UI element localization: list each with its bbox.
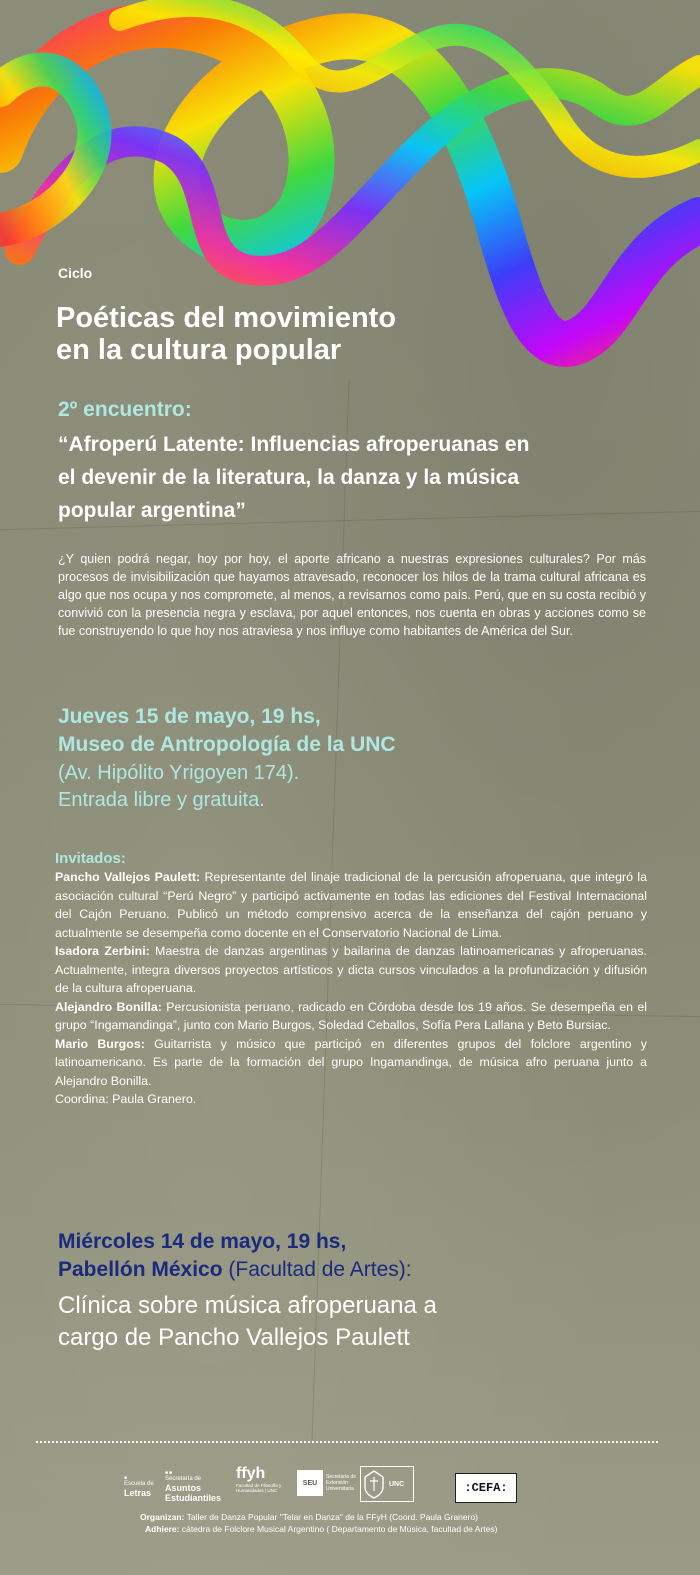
event1-date: Jueves 15 de mayo, 19 hs, bbox=[58, 705, 321, 728]
university-crest-icon bbox=[363, 1469, 385, 1499]
guest-entry bbox=[55, 998, 647, 1035]
meeting-title-line: el devenir de la literatura, la danza y la música bbox=[58, 466, 520, 489]
logo-text: ffyh bbox=[236, 1465, 266, 1482]
logo-asuntos-estudiantiles bbox=[165, 1470, 221, 1503]
guest-bio: Percusionista peruano, radicado en Córdoba desde los 19 años. Se desempeña en el grupo “Ingamandinga”, junto con Mario Burgos, Soledad Ceballos, Sofía Pera Lallana y Beto Bursiac. bbox=[55, 999, 647, 1032]
event2-venue bbox=[58, 1256, 412, 1284]
meeting-title bbox=[58, 428, 638, 527]
dots-icon: ■■ bbox=[165, 1470, 174, 1476]
organizers-line bbox=[140, 1512, 478, 1522]
guest-entry bbox=[55, 1035, 647, 1091]
dotted-divider bbox=[36, 1441, 658, 1443]
guest-entry bbox=[55, 868, 647, 942]
event2-date: Miércoles 14 de mayo, 19 hs, bbox=[58, 1230, 347, 1253]
event2-venue-detail: (Facultad de Artes): bbox=[222, 1258, 412, 1281]
logo-text: UNC bbox=[389, 1480, 405, 1488]
meeting-number: 2º encuentro: bbox=[58, 398, 192, 421]
logo-unc bbox=[360, 1466, 414, 1502]
guest-name: Pancho Vallejos Paulett: bbox=[55, 870, 201, 884]
guest-name: Isadora Zerbini: bbox=[55, 944, 150, 958]
supporters-label: Adhiere: bbox=[145, 1524, 180, 1534]
guest-bio: Maestra de danzas argentinas y bailarina de danzas latinoamericanas y afroperuanas. Actualmente, integra diversos proyectos artísticos y dicta cursos vinculados a la profundización y difusión de la cultura afroperuana. bbox=[55, 944, 647, 995]
poster-title bbox=[56, 302, 576, 366]
coordination: Coordina: Paula Granero. bbox=[55, 1092, 197, 1106]
seu-logo-mark: SEU bbox=[297, 1470, 323, 1496]
logo-text: Escuela de bbox=[124, 1481, 154, 1487]
logo-text: Secretaría de Extensión Universitaria bbox=[326, 1474, 357, 1492]
dots-icon: ■ bbox=[124, 1475, 129, 1481]
event2-venue-name: Pabellón México bbox=[58, 1258, 223, 1281]
supporters-text: cátedra de Folclore Musical Argentino ( Departamento de Música, facultad de Artes) bbox=[179, 1524, 498, 1534]
guest-bio: Guitarrista y músico que participó en diferentes grupos del folclore argentino y latinoamericano. Es parte de la formación del grupo Ingamandinga, de música afro peruana junto a Alejandro Bonilla. bbox=[55, 1036, 647, 1088]
guest-entry bbox=[55, 942, 647, 998]
logo-text: Estudiantiles bbox=[165, 1493, 222, 1503]
logo-text: Secretaría de bbox=[165, 1476, 202, 1482]
cycle-label: Ciclo bbox=[58, 265, 93, 281]
poster-title-line: Poéticas del movimiento bbox=[56, 302, 397, 334]
logo-text: Facultad de Filosofía y Humanidades | UNC bbox=[236, 1483, 282, 1493]
meeting-title-line: “Afroperú Latente: Influencias afroperuanas en bbox=[58, 433, 530, 456]
organizers-text: Taller de Danza Popular "Telar en Danza" de la FFyH (Coord. Paula Granero) bbox=[184, 1512, 479, 1522]
logo-escuela-letras bbox=[124, 1475, 154, 1498]
logo-ffyh bbox=[236, 1465, 292, 1493]
logo-seu bbox=[297, 1470, 366, 1496]
logo-text: Letras bbox=[124, 1488, 152, 1498]
poster-title-line: en la cultura popular bbox=[56, 334, 342, 366]
event2-clinic bbox=[58, 1290, 618, 1354]
event1-venue: Museo de Antropología de la UNC bbox=[58, 733, 396, 756]
guest-name: Mario Burgos: bbox=[55, 1036, 145, 1051]
guest-bio: Representante del linaje tradicional de la percusión afroperuana, que integró la asociación cultural “Perú Negro” y participó activamente en todas las ediciones del Festival Internacional del Cajón Peruano. Publicó un método comprensivo acerca de la enseñanza del cajón peruano y actualmente se desempeña como docente en el Conservatorio Nacional de Lima. bbox=[55, 870, 647, 940]
intro-paragraph: ¿Y quien podrá negar, hoy por hoy, el aporte africano a nuestras expresiones culturales? Por más procesos de invisibilización que hayamos atravesado, reconocer los hilos de la trama cultural africana es algo que nos ocupa y nos compromete, al menos, a revisarnos como país. Perú, que en su costa recibió y convivió con la presencia negra y esclava, por aquel entonces, nos cuenta en obras y acciones como se fue construyendo lo que hoy nos atraviesa y nos influye como habitantes de América del Sur. bbox=[58, 552, 646, 638]
logo-text: :CEFA: bbox=[464, 1481, 508, 1495]
meeting-title-line: popular argentina” bbox=[58, 499, 246, 522]
event1-address: (Av. Hipólito Yrigoyen 174). bbox=[58, 762, 300, 784]
event2-clinic-line: cargo de Pancho Vallejos Paulett bbox=[58, 1324, 410, 1351]
supporters-line bbox=[145, 1524, 497, 1534]
guest-name: Alejandro Bonilla: bbox=[55, 999, 162, 1014]
organizers-label: Organizan: bbox=[140, 1512, 185, 1522]
logo-text: Asuntos bbox=[165, 1483, 201, 1493]
guests-heading: Invitados: bbox=[55, 850, 126, 867]
logo-cefa bbox=[455, 1473, 517, 1503]
event2-clinic-line: Clínica sobre música afroperuana a bbox=[58, 1292, 437, 1319]
event1-entry: Entrada libre y gratuita. bbox=[58, 789, 265, 811]
guests-list bbox=[55, 868, 647, 1109]
